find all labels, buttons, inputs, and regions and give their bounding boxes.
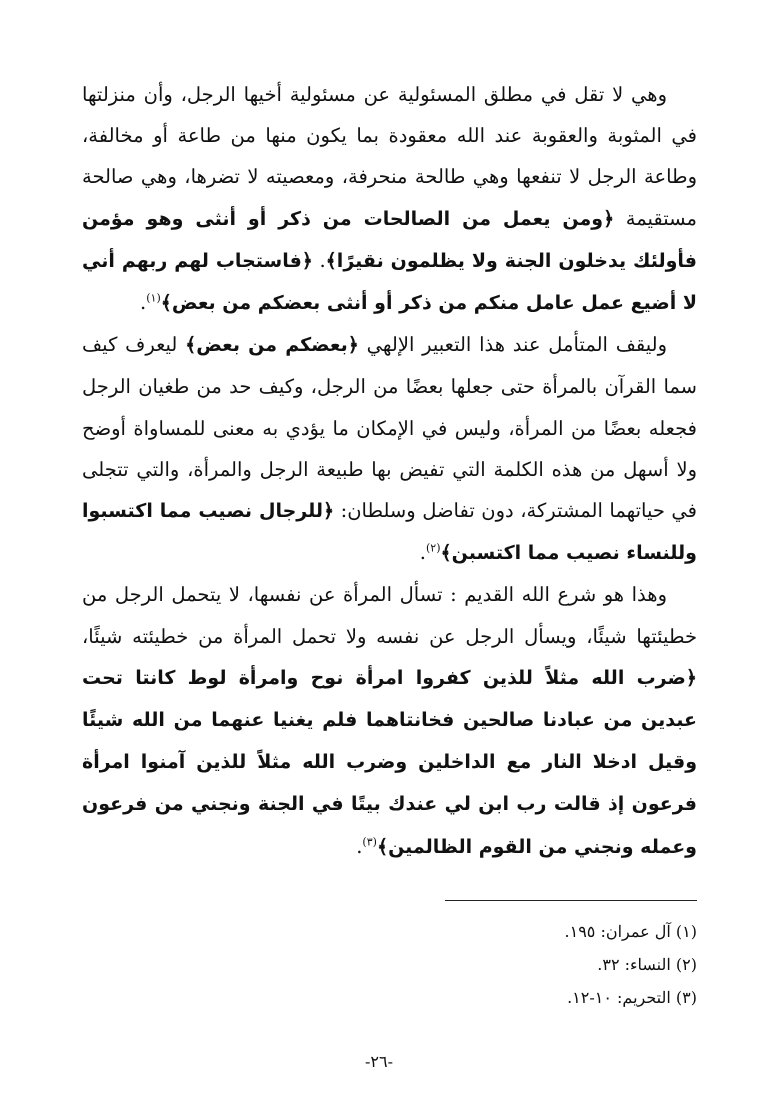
paragraph-1-text-c: .: [140, 291, 147, 315]
footnote-divider: [445, 900, 697, 901]
paragraph-2-text-c: .: [419, 541, 426, 565]
quran-quote-bad-min-bad: ﴿بعضكم من بعض﴾: [185, 334, 359, 357]
footnote-2: (٢) النساء: ٣٢.: [597, 955, 697, 974]
paragraph-3-text-a: وهذا هو شرع الله القديم : تسأل المرأة عن نفسها، لا يتحمل الرجل من خطيئتها شيئًا، ويسأل الرجل عن نفسه ولا تحمل المرأة من خطيئته شيئًا،: [82, 583, 697, 648]
footnote-ref-2: (٢): [426, 541, 441, 555]
page-number: -٢٦-: [365, 1052, 393, 1071]
quran-quote-al-imran-195: ﴿فاستجاب لهم ربهم أني لا أضيع عمل عامل منكم من ذكر أو أنثى بعضكم من بعض﴾: [82, 249, 697, 315]
main-text: [82, 74, 697, 868]
quran-quote-tahrim-10-12: ﴿ضرب الله مثلاً للذين كفروا امرأة نوح وامرأة لوط كانتا تحت عبدين من عبادنا صالحين فخانتاهما فلم يغنيا عنهما من الله شيئًا وقيل ادخلا النار مع الداخلين وضرب الله مثلاً للذين آمنوا امرأة فرعون إذ قالت رب ابن لي عندك بيتًا في الجنة ونجني من فرعون وعمله ونجني من القوم الظالمين﴾: [82, 666, 697, 858]
paragraph-2-text-b: ليعرف كيف سما القرآن بالمرأة حتى جعلها بعضًا من الرجل، وكيف حد من طغيان الرجل فجعله بعضًا من المرأة، وليس في الإمكان ما يؤدي به معنى للمساواة أوضح ولا أسهل من هذه الكلمة التي تفيض بها طبيعة الرجل والمرأة، والتي تتجلى في حياتهما المشتركة، دون تفاضل وسلطان:: [82, 333, 698, 523]
paragraph-1-text-b: .: [312, 248, 326, 272]
paragraph-2: [82, 324, 697, 574]
paragraph-1-text-a: وهي لا تقل في مطلق المسئولية عن مسئولية أخيها الرجل، وأن منزلتها في المثوبة والعقوبة عند الله معقودة بما يكون منها من طاعة أو مخالفة، وطاعة الرجل لا تنفعها وهي طالحة منحرفة، ومعصيته لا تضرها، وهي صالحة مستقيمة: [82, 83, 697, 230]
footnote-ref-1: (١): [146, 291, 161, 305]
paragraph-3: [82, 574, 697, 867]
footnote-3: (٣) التحريم: ١٠-١٢.: [567, 988, 697, 1007]
footnotes: [330, 915, 697, 1014]
paragraph-3-text-c: .: [356, 834, 363, 858]
quran-quote-nisa-32: ﴿للرجال نصيب مما اكتسبوا وللنساء نصيب مما اكتسبن﴾: [82, 500, 697, 565]
footnote-1: (١) آل عمران: ١٩٥.: [564, 922, 697, 941]
footnote-ref-3: (٣): [362, 835, 377, 849]
paragraph-1: [82, 74, 697, 324]
paragraph-2-text-a: وليقف المتأمل عند هذا التعبير الإلهي: [358, 333, 668, 357]
quran-quote-nisa-124: ﴿ومن يعمل من الصالحات من ذكر أو أنثى وهو مؤمن فأولئك يدخلون الجنة ولا يظلمون نقيرًا﴾: [82, 207, 697, 272]
